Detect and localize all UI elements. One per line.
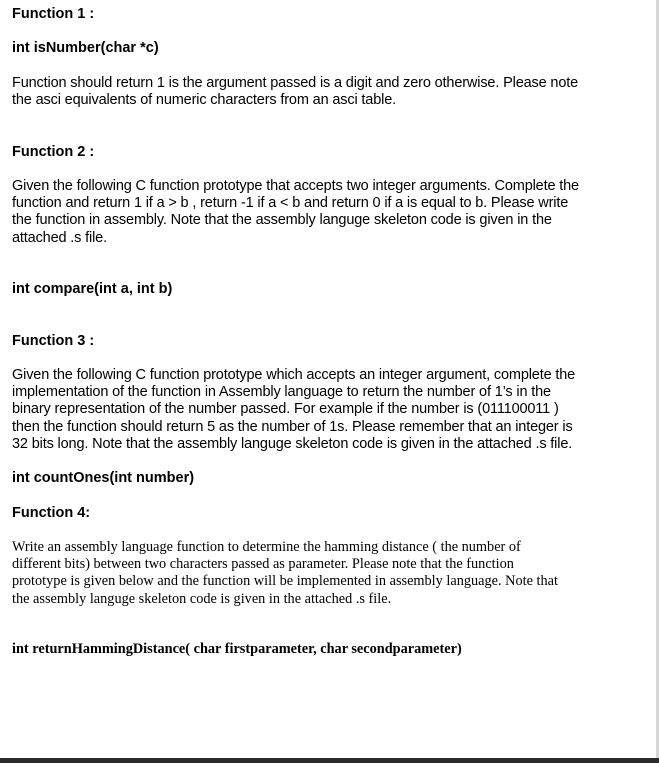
description-line: the asci equivalents of numeric characters from an asci table. — [12, 92, 396, 109]
description-line: Function should return 1 is the argument passed is a digit and zero otherwise. Please note — [12, 75, 579, 91]
description-line: implementation of the function in Assembly language to return the number of 1’s in the — [12, 384, 551, 401]
description-line: different bits) between two characters passed as parameter. Please note that the function — [12, 556, 514, 573]
function-3-prototype: int countOnes(int number) — [12, 470, 195, 486]
function-2-prototype: int compare(int a, int b) — [12, 281, 173, 297]
function-2-description — [12, 178, 579, 247]
function-2-heading: Function 2 : — [12, 144, 95, 160]
description-line: the assembly languge skeleton code is given in the attached .s file. — [12, 590, 392, 607]
description-line: Given the following C function prototype that accepts two integer arguments. Complete the — [12, 178, 579, 194]
function-4-description — [12, 539, 558, 608]
description-line: Write an assembly language function to determine the hamming distance ( the number of — [12, 539, 521, 555]
description-line: attached .s file. — [12, 229, 107, 246]
function-4-prototype: int returnHammingDistance( char firstparameter, char secondparameter) — [12, 641, 462, 657]
description-line: function and return 1 if a > b , return -1 if a < b and return 0 if a is equal to b. Please write — [12, 195, 569, 212]
description-line: Given the following C function prototype which accepts an integer argument, complete the — [12, 367, 576, 383]
function-3-description — [12, 367, 575, 453]
page-bottom-border — [0, 758, 659, 763]
function-1-prototype: int isNumber(char *c) — [12, 40, 159, 56]
function-3-heading: Function 3 : — [12, 333, 95, 349]
description-line: prototype is given below and the function will be implemented in assembly language. Note that — [12, 573, 558, 590]
function-1-description — [12, 75, 578, 109]
description-line: binary representation of the number passed. For example if the number is (011100011 ) — [12, 401, 559, 418]
description-line: the function in assembly. Note that the assembly languge skeleton code is given in the — [12, 212, 552, 229]
description-line: then the function should return 5 as the number of 1s. Please remember that an integer is — [12, 418, 573, 435]
function-1-heading: Function 1 : — [12, 6, 95, 22]
description-line: 32 bits long. Note that the assembly languge skeleton code is given in the attached .s file. — [12, 435, 573, 452]
function-4-heading: Function 4: — [12, 505, 91, 521]
